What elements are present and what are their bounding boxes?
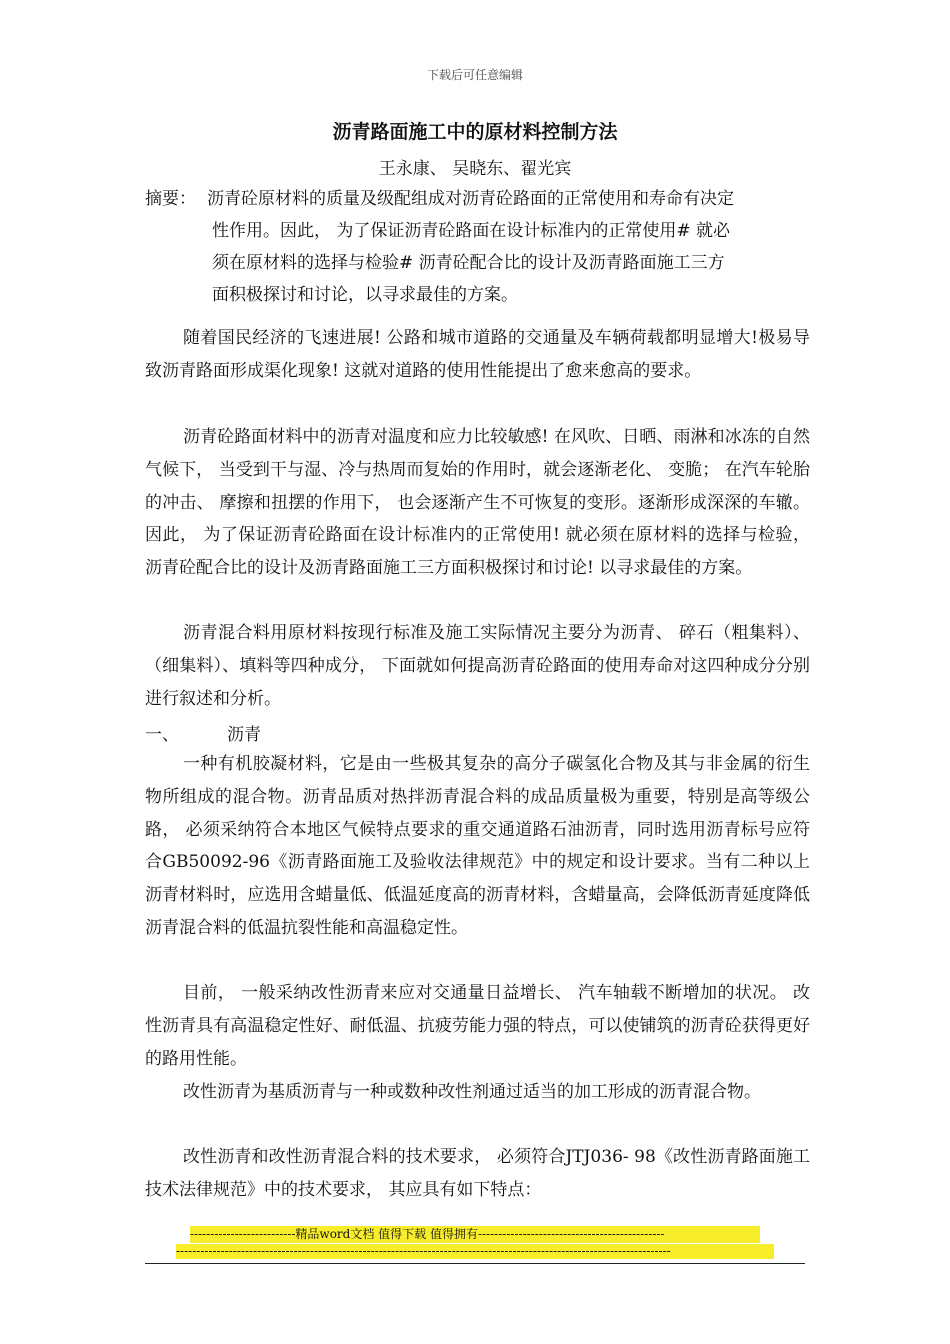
- page-header: 下载后可任意编辑: [426, 68, 523, 82]
- section-heading-1: [145, 720, 261, 745]
- paragraph-7: 改性沥青和改性沥青混合料的技术要求， 必须符合JTJ036- 98《改性沥青路面施工技术法律规范》中的技术要求， 其应具有如下特点：: [145, 1147, 810, 1200]
- paragraph-5: 目前， 一般采纳改性沥青来应对交通量日益增长、 汽车轴载不断增加的状况。 改性沥青具有高温稳定性好、耐低温、抗疲劳能力强的特点，可以使铺筑的沥青砼获得更好的路用性能。: [145, 983, 810, 1069]
- abstract-line-3: 须在原材料的选择与检验# 沥青砼配合比的设计及沥青路面施工三方: [212, 253, 725, 273]
- section-number: 一、: [145, 725, 179, 745]
- footer-divider: [145, 1263, 805, 1264]
- paragraph-2: 沥青砼路面材料中的沥青对温度和应力比较敏感! 在风吹、日晒、雨淋和冰冻的自然气候下， 当受到干与湿、冷与热周而复始的作用时，就会逐渐老化、 变脆； 在汽车轮胎的冲击、 摩擦和扭摆的作用下， 也会逐渐产生不可恢复的变形。逐渐形成深深的车辙。因此， 为了保证沥青砼路面在设计标准内的正常使用! 就必须在原材料的选择与检验， 沥青砼配合比的设计及沥青路面施工三方面积极探讨和讨论! 以寻求最佳的方案。: [145, 427, 810, 579]
- paragraph-1: 随着国民经济的飞速进展! 公路和城市道路的交通量及车辆荷载都明显增大!极易导致沥青路面形成渠化现象! 这就对道路的使用性能提出了愈来愈高的要求。: [145, 328, 810, 381]
- abstract-line-2: 性作用。因此， 为了保证沥青砼路面在设计标准内的正常使用# 就必: [212, 221, 731, 241]
- paragraph-4: 一种有机胶凝材料，它是由一些极其复杂的高分子碳氢化合物及其与非金属的衍生物所组成的混合物。沥青品质对热拌沥青混合料的成品质量极为重要，特别是高等级公路， 必须采纳符合本地区气候特点要求的重交通道路石油沥青，同时选用沥青标号应符合GB50092-96《沥青路面施工及验收法律规范》中的规定和设计要求。当有二种以上沥青材料时，应选用含蜡量低、低温延度高的沥青材料，含蜡量高，会降低沥青延度降低沥青混合料的低温抗裂性能和高温稳定性。: [145, 754, 810, 938]
- authors: 王永康、 吴晓东、翟光宾: [378, 159, 572, 179]
- footer-banner-line-1: --------------------------精品word文档 值得下载 值得拥有----------------------------------------------: [190, 1226, 760, 1243]
- abstract: [145, 183, 810, 311]
- abstract-label: 摘要：: [145, 189, 196, 209]
- paragraph-3: 沥青混合料用原材料按现行标准及施工实际情况主要分为沥青、 碎石（粗集料）、（细集料）、填料等四种成分， 下面就如何提高沥青砼路面的使用寿命对这四种成分分别进行叙述和分析。: [145, 623, 810, 709]
- footer-banner-line-2: --------------------------------------------------------------------------------------------------------------------------: [176, 1244, 774, 1259]
- abstract-line-1: 沥青砼原材料的质量及级配组成对沥青砼路面的正常使用和寿命有决定: [207, 189, 734, 209]
- document-title: 沥青路面施工中的原材料控制方法: [332, 121, 618, 143]
- abstract-line-4: 面积极探讨和讨论，以寻求最佳的方案。: [212, 285, 518, 305]
- paragraph-6: 改性沥青为基质沥青与一种或数种改性剂通过适当的加工形成的沥青混合物。: [183, 1082, 761, 1102]
- section-title: 沥青: [227, 725, 261, 745]
